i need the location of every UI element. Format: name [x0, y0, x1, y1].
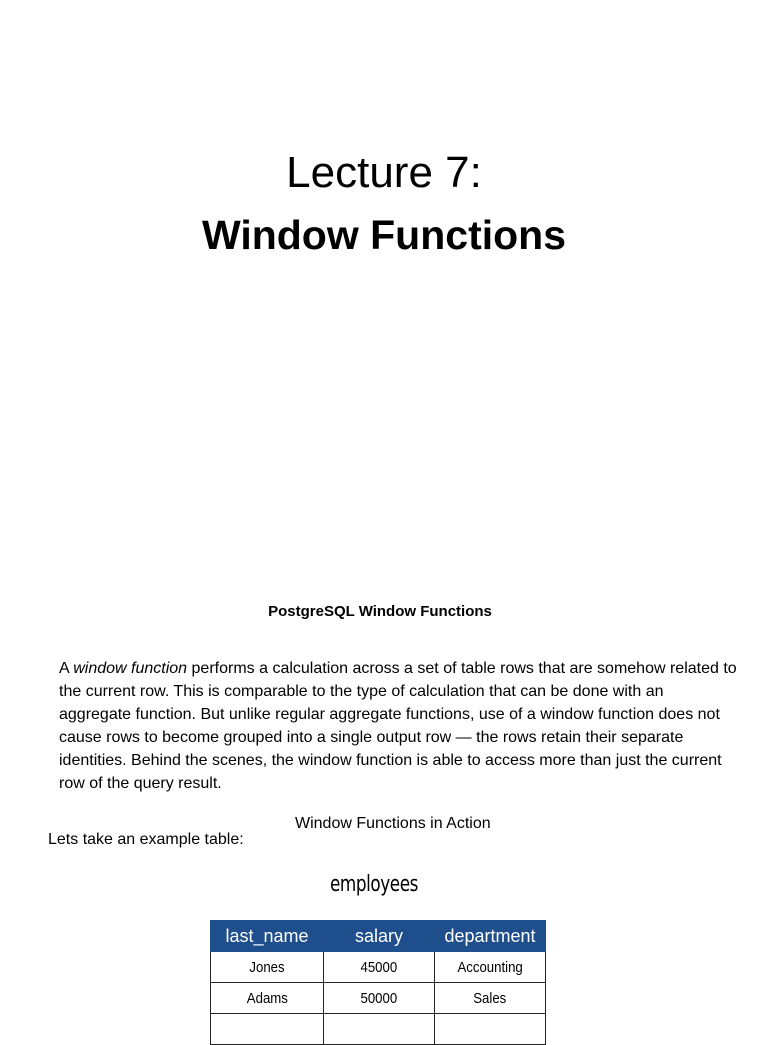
slide-title — [0, 145, 768, 265]
table-cell: Jones — [211, 952, 324, 983]
example-label: Lets take an example table: — [48, 831, 244, 848]
table-row — [211, 952, 546, 983]
intro-body: performs a calculation across a set of table rows that are somehow related to the current row. This is comparable to the type of calculation that can be done with an aggregate function. But unlike regular aggregate functions, use of a window function does not cause rows to become grouped into a single output row — the rows retain their separate identities. Behind the scenes, the window function is able to access more than just the current row of the query result. — [59, 660, 737, 792]
intro-paragraph — [59, 657, 739, 795]
section-heading: PostgreSQL Window Functions — [268, 603, 492, 620]
table-cell — [324, 1014, 435, 1045]
employees-table — [210, 920, 546, 1045]
table-row — [211, 1014, 546, 1045]
intro-term: window function — [73, 660, 188, 677]
lecture-number-title: Lecture 7: — [286, 148, 482, 197]
table-cell: Sales — [435, 983, 546, 1014]
table-caption: employees — [330, 872, 419, 897]
table-cell: 50000 — [324, 983, 435, 1014]
table-cell — [435, 1014, 546, 1045]
table-cell: Adams — [211, 983, 324, 1014]
intro-prefix: A — [59, 660, 74, 677]
table-cell: 45000 — [324, 952, 435, 983]
column-header: department — [435, 921, 546, 952]
table-row — [211, 983, 546, 1014]
table-header-row — [211, 921, 546, 952]
column-header: last_name — [211, 921, 324, 952]
table-cell: Accounting — [435, 952, 546, 983]
lecture-topic-title: Window Functions — [201, 212, 566, 258]
column-header: salary — [324, 921, 435, 952]
example-heading: Window Functions in Action — [295, 815, 491, 832]
table-cell — [211, 1014, 324, 1045]
